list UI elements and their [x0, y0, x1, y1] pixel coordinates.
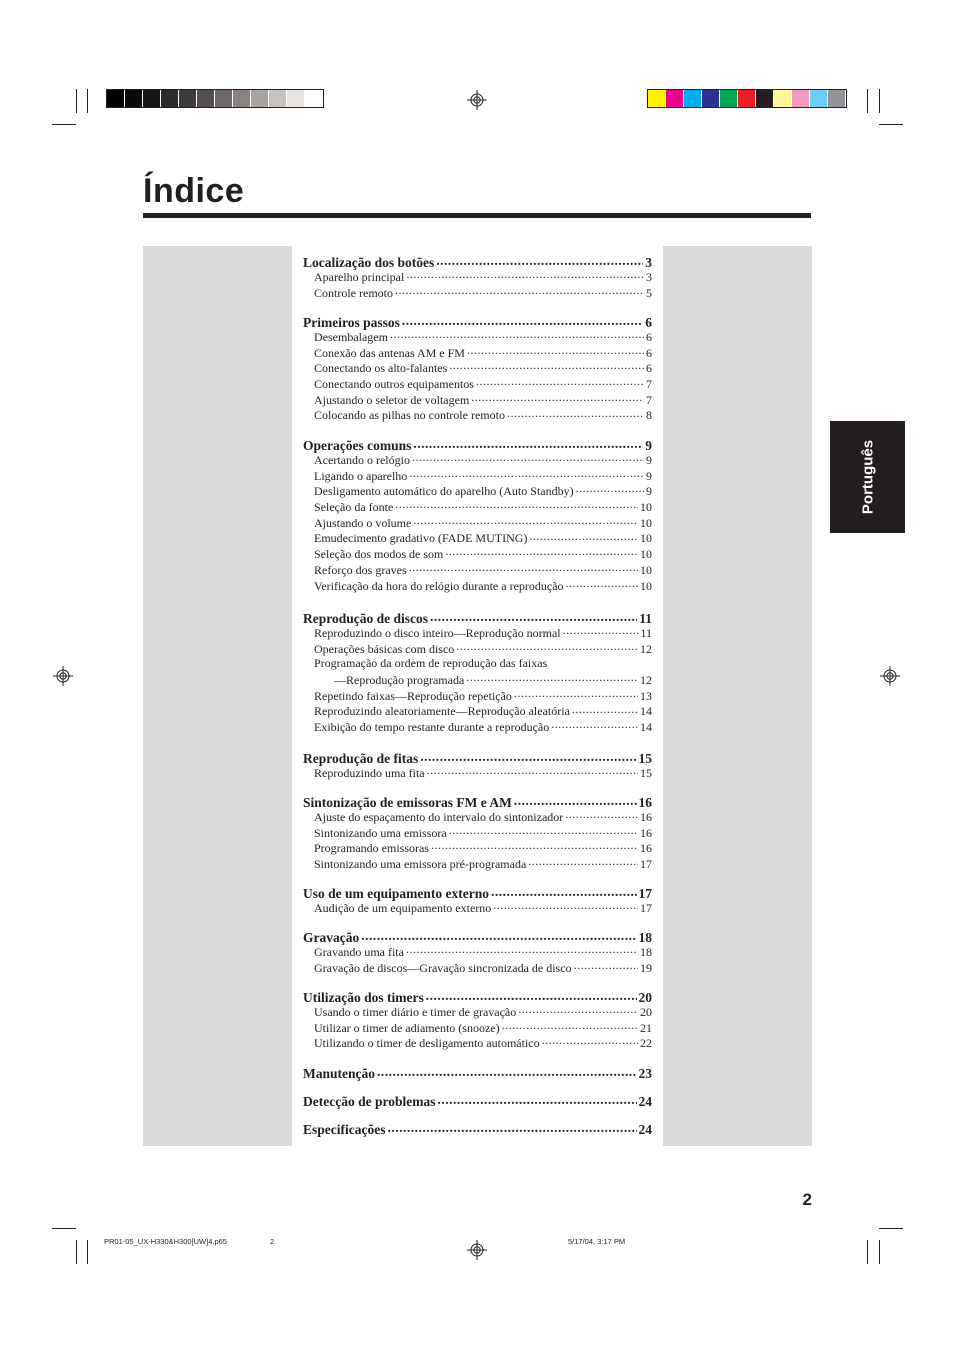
toc-item-continued-page: 12	[640, 673, 652, 688]
leader-dots	[431, 840, 638, 852]
leader-dots	[476, 376, 644, 388]
leader-dots	[528, 856, 638, 868]
toc-item-label: Reproduzindo aleatoriamente—Reprodução aleatória	[314, 704, 570, 719]
toc-section-heading-page: 24	[638, 1093, 652, 1109]
toc-item[interactable]	[303, 944, 652, 960]
toc-section	[303, 792, 652, 872]
toc-item[interactable]	[303, 656, 652, 672]
leader-dots	[406, 269, 644, 281]
gray-swatch	[161, 90, 179, 107]
color-swatch	[792, 90, 810, 107]
leader-dots	[437, 1092, 636, 1106]
toc-section-heading-page: 6	[645, 314, 652, 330]
toc-section	[303, 252, 652, 300]
leader-dots	[563, 625, 639, 637]
registration-mark-icon	[467, 90, 487, 110]
toc-section-heading-page: 23	[638, 1065, 652, 1081]
toc-item-page: 6	[646, 345, 652, 360]
toc-item[interactable]	[303, 329, 652, 345]
toc-item-page: 10	[640, 578, 652, 593]
leader-dots	[412, 452, 644, 464]
toc-item-page: 7	[646, 392, 652, 407]
toc-item[interactable]	[303, 825, 652, 841]
toc-section-heading-label: Reprodução de discos	[303, 610, 429, 626]
title-rule	[143, 213, 811, 218]
toc-section-heading-page: 18	[638, 929, 652, 945]
language-tab-label: Português	[859, 439, 876, 515]
toc-item-label: Usando o timer diário e timer de gravação	[314, 1005, 517, 1019]
toc-item-label: Operações básicas com disco	[314, 641, 455, 656]
toc-section-heading-page: 17	[638, 885, 652, 901]
toc-section-heading-label: Reprodução de fitas	[303, 750, 419, 766]
toc-item-page: 13	[640, 688, 652, 703]
leader-dots	[413, 515, 638, 527]
leader-dots	[565, 809, 638, 821]
toc-item[interactable]	[303, 562, 652, 578]
gray-swatch	[125, 90, 143, 107]
toc-item[interactable]	[303, 578, 652, 594]
toc-section-heading-page: 20	[638, 989, 652, 1005]
toc-item-page: 10	[640, 562, 652, 577]
leader-dots	[409, 468, 644, 480]
toc-section	[303, 748, 652, 781]
gray-swatch	[107, 90, 125, 107]
page-title: Índice	[143, 172, 245, 210]
toc-item-label: Ajustando o seletor de voltagem	[314, 392, 470, 407]
toc-item-label: Sintonizando uma emissora pré-programada	[314, 857, 527, 872]
leader-dots	[445, 546, 638, 558]
toc-item-page: 21	[640, 1020, 652, 1035]
leader-dots	[420, 749, 636, 763]
leader-dots	[572, 703, 638, 715]
language-tab	[830, 421, 905, 533]
toc-item[interactable]	[303, 392, 652, 408]
toc-item-label: Conectando os alto-falantes	[314, 361, 448, 376]
toc-item[interactable]	[303, 376, 652, 392]
color-swatch	[666, 90, 684, 107]
toc-item-label: Seleção dos modos de som	[314, 547, 444, 562]
toc-item-label: Verificação da hora do relógio durante a reprodução	[314, 578, 564, 593]
toc-section-heading-label: Localização dos botões	[303, 254, 435, 270]
toc-item-page: 20	[640, 1005, 652, 1019]
leader-dots	[426, 988, 637, 1002]
toc-section	[303, 883, 652, 916]
leader-dots	[502, 1020, 638, 1032]
leader-dots	[449, 360, 644, 372]
toc-item-label: Exibição do tempo restante durante a reprodução	[314, 720, 550, 735]
toc-item-label: Gravação de discos—Gravação sincronizada de disco	[314, 960, 572, 975]
registration-mark-icon	[467, 1240, 487, 1260]
toc-item[interactable]	[303, 809, 652, 825]
toc-item-label: Desembalagem	[314, 330, 388, 344]
toc-section-heading-label: Uso de um equipamento externo	[303, 885, 489, 901]
toc-item[interactable]	[303, 856, 652, 872]
left-panel	[143, 246, 292, 1146]
leader-dots	[493, 900, 638, 912]
toc-section-heading-label: Gravação	[303, 929, 360, 945]
color-swatch	[720, 90, 738, 107]
toc-item-page: 17	[640, 857, 652, 872]
toc-item-label: Ajuste do espaçamento do intervalo do sintonizador	[314, 810, 564, 824]
toc-item[interactable]	[303, 285, 652, 301]
color-swatch	[810, 90, 828, 107]
gray-swatch	[233, 90, 251, 107]
leader-dots	[436, 253, 643, 267]
toc-section-heading[interactable]	[303, 313, 652, 329]
toc-item-continued[interactable]	[303, 672, 652, 688]
leader-dots	[471, 392, 644, 404]
color-swatch	[756, 90, 774, 107]
toc-section-heading-label: Sintonização de emissoras FM e AM	[303, 794, 512, 810]
toc-item[interactable]	[303, 360, 652, 376]
toc-item-page: 10	[640, 500, 652, 515]
toc-item-label: Programando emissoras	[314, 841, 429, 856]
leader-dots	[514, 688, 638, 700]
leader-dots	[406, 944, 638, 956]
toc-item-page: 11	[640, 626, 652, 640]
gray-swatch	[251, 90, 269, 107]
toc-section-heading-label: Especificações	[303, 1121, 386, 1137]
toc-section-heading-page: 9	[645, 437, 652, 453]
toc-section	[303, 987, 652, 1051]
toc-item-page: 14	[640, 704, 652, 719]
toc-item[interactable]	[303, 515, 652, 531]
leader-dots	[413, 436, 643, 450]
toc-item[interactable]	[303, 483, 652, 499]
toc-item[interactable]	[303, 468, 652, 484]
toc-section-heading[interactable]	[303, 928, 652, 944]
toc-section-heading-label: Primeiros passos	[303, 314, 400, 330]
toc-item-label: Desligamento automático do aparelho (Auto Standby)	[314, 484, 574, 499]
toc-item-page: 5	[646, 285, 652, 300]
toc-item-page: 22	[640, 1036, 652, 1051]
toc-item-page: 6	[646, 361, 652, 376]
toc-item-page: 9	[646, 468, 652, 483]
toc-item[interactable]	[303, 960, 652, 976]
color-swatch	[828, 90, 846, 107]
toc-item-page: 16	[640, 841, 652, 856]
leader-dots	[395, 285, 644, 297]
color-swatch	[648, 90, 666, 107]
toc-section-heading[interactable]	[303, 1120, 652, 1136]
toc-item[interactable]	[303, 688, 652, 704]
leader-dots	[390, 329, 644, 341]
toc-item[interactable]	[303, 452, 652, 468]
toc-item-page: 16	[640, 825, 652, 840]
gray-swatch	[287, 90, 305, 107]
toc-item-page: 17	[640, 901, 652, 915]
toc-section-heading-page: 11	[639, 610, 652, 626]
toc-item-page: 3	[646, 270, 652, 284]
toc-item[interactable]	[303, 840, 652, 856]
leader-dots	[576, 483, 644, 495]
leader-dots	[395, 499, 638, 511]
toc-item-label: Conectando outros equipamentos	[314, 377, 474, 392]
leader-dots	[551, 719, 638, 731]
toc-item-page: 7	[646, 377, 652, 392]
registration-mark-icon	[880, 666, 900, 686]
toc-item-page: 10	[640, 515, 652, 530]
toc-item[interactable]	[303, 765, 652, 781]
leader-dots	[507, 407, 644, 419]
toc-section-heading[interactable]	[303, 609, 652, 625]
leader-dots	[467, 345, 644, 357]
color-calibration-bar	[647, 89, 847, 108]
leader-dots	[542, 1035, 638, 1047]
footer-page: 2	[270, 1237, 275, 1246]
toc-item[interactable]	[303, 1004, 652, 1020]
toc-item-page: 9	[646, 484, 652, 499]
toc-item-page: 10	[640, 547, 652, 562]
leader-dots	[456, 641, 638, 653]
toc-item-label: Ligando o aparelho	[314, 468, 408, 483]
leader-dots	[566, 578, 638, 590]
toc-section	[303, 312, 652, 423]
gray-swatch	[179, 90, 197, 107]
color-swatch	[702, 90, 720, 107]
leader-dots	[387, 1120, 636, 1134]
toc-item-page: 15	[640, 766, 652, 780]
toc-section-heading-label: Detecção de problemas	[303, 1093, 436, 1109]
toc-item-label: Programação da ordem de reprodução das faixas	[314, 656, 548, 671]
toc-item-page: 12	[640, 641, 652, 656]
toc-section-heading-label: Manutenção	[303, 1065, 375, 1081]
toc-section-heading[interactable]	[303, 793, 652, 809]
leader-dots	[409, 562, 638, 574]
toc-section-heading[interactable]	[303, 1092, 652, 1108]
toc-item-label: Seleção da fonte	[314, 500, 394, 515]
leader-dots	[427, 765, 638, 777]
toc-section-heading-page: 15	[638, 750, 652, 766]
toc-section-heading-label: Utilização dos timers	[303, 989, 424, 1005]
toc-item-label: Controle remoto	[314, 285, 393, 300]
toc-section	[303, 1119, 652, 1136]
toc-section-heading-page: 16	[638, 794, 652, 810]
color-swatch	[738, 90, 756, 107]
toc-item-label: Gravando uma fita	[314, 945, 404, 959]
leader-dots	[491, 884, 637, 898]
gray-swatch	[215, 90, 233, 107]
toc-item-page: 9	[646, 453, 652, 467]
toc-item-label: Conexão das antenas AM e FM	[314, 345, 465, 360]
leader-dots	[430, 609, 637, 623]
toc-item-label: Utilizando o timer de desligamento automático	[314, 1036, 540, 1051]
toc-item[interactable]	[303, 641, 652, 657]
toc-item-label: Colocando as pilhas no controle remoto	[314, 408, 505, 423]
toc-item[interactable]	[303, 1035, 652, 1051]
toc-item[interactable]	[303, 1020, 652, 1036]
right-panel	[663, 246, 812, 1146]
toc-section	[303, 608, 652, 735]
leader-dots	[514, 793, 637, 807]
toc-item-page: 16	[640, 810, 652, 824]
grayscale-calibration-bar	[106, 89, 324, 108]
footer-file: PR01-05_UX-H330&H300[UW]4.p65	[104, 1237, 227, 1246]
gray-swatch	[197, 90, 215, 107]
leader-dots	[361, 928, 636, 942]
toc-section-heading-page: 24	[638, 1121, 652, 1137]
toc-item[interactable]	[303, 546, 652, 562]
toc-item-label: Ajustando o volume	[314, 515, 412, 530]
toc-section-heading[interactable]	[303, 253, 652, 269]
gray-swatch	[269, 90, 287, 107]
leader-dots	[529, 530, 638, 542]
toc-item[interactable]	[303, 703, 652, 719]
page-number: 2	[802, 1190, 812, 1209]
color-swatch	[684, 90, 702, 107]
toc-section-heading[interactable]	[303, 749, 652, 765]
registration-mark-icon	[53, 666, 73, 686]
toc-item-page: 10	[640, 531, 652, 546]
toc-item-page: 18	[640, 945, 652, 959]
toc-section-heading[interactable]	[303, 436, 652, 452]
toc-item-page: 19	[640, 960, 652, 975]
toc-item-page: 8	[646, 408, 652, 423]
toc-item[interactable]	[303, 407, 652, 423]
toc-item-label: Reforço dos graves	[314, 562, 407, 577]
footer-date: 5/17/04, 3:17 PM	[568, 1237, 626, 1246]
toc-item-label: Emudecimento gradativo (FADE MUTING)	[314, 531, 528, 546]
leader-dots	[466, 672, 638, 684]
toc-item-label: Reproduzindo uma fita	[314, 766, 425, 780]
toc-section	[303, 1063, 652, 1080]
toc-section	[303, 927, 652, 975]
toc-item[interactable]	[303, 900, 652, 916]
toc-item-label: Aparelho principal	[314, 270, 405, 284]
gray-swatch	[305, 90, 323, 107]
toc-item[interactable]	[303, 625, 652, 641]
toc-section-heading[interactable]	[303, 884, 652, 900]
toc-item-label: Utilizar o timer de adiamento (snooze)	[314, 1020, 500, 1035]
toc-item-label: Sintonizando uma emissora	[314, 825, 447, 840]
toc-item[interactable]	[303, 719, 652, 735]
leader-dots	[518, 1004, 638, 1016]
toc-section	[303, 435, 652, 593]
toc-item-label: Reproduzindo o disco inteiro—Reprodução normal	[314, 626, 561, 640]
toc-item[interactable]	[303, 345, 652, 361]
toc-item-page: 14	[640, 720, 652, 735]
toc-section-heading[interactable]	[303, 988, 652, 1004]
leader-dots	[377, 1064, 637, 1078]
toc-item[interactable]	[303, 499, 652, 515]
leader-dots	[449, 825, 638, 837]
toc-item[interactable]	[303, 530, 652, 546]
toc-item[interactable]	[303, 269, 652, 285]
toc-section	[303, 1091, 652, 1108]
toc-section-heading-page: 3	[645, 254, 652, 270]
gray-swatch	[143, 90, 161, 107]
leader-dots	[402, 313, 643, 327]
toc-item-label: Audição de um equipamento externo	[314, 901, 492, 915]
color-swatch	[774, 90, 792, 107]
leader-dots	[574, 960, 638, 972]
toc-section-heading[interactable]	[303, 1064, 652, 1080]
toc-item-continued-label: —Reprodução programada	[334, 673, 465, 688]
toc-item-page: 6	[646, 330, 652, 344]
toc-item-label: Repetindo faixas—Reprodução repetição	[314, 688, 512, 703]
toc-item-label: Acertando o relógio	[314, 453, 410, 467]
toc-section-heading-label: Operações comuns	[303, 437, 412, 453]
